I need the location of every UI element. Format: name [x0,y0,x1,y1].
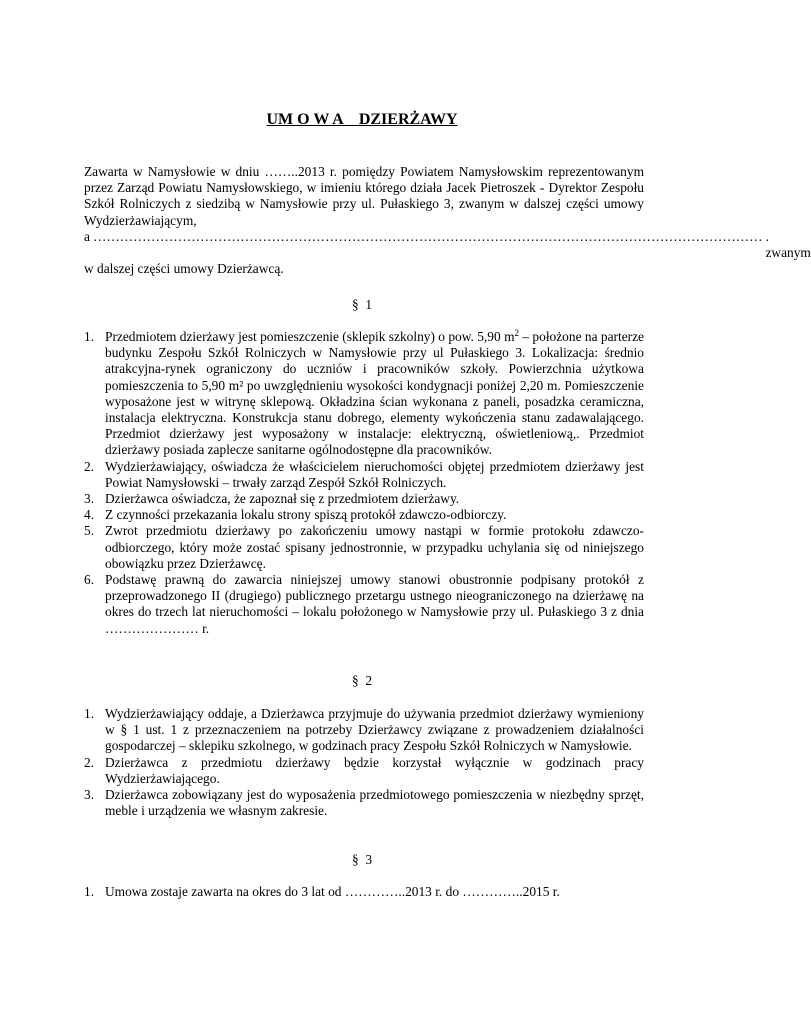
list-item [84,329,644,459]
item-text: Wydzierżawiający oddaje, a Dzierżawca przyjmuje do używania przedmiot dzierżawy wymieniony w § 1 ust. 1 z przeznaczeniem na potrzeby Dzierżawcy związane z prowadzeniem działalności gospodarczej – sklepiku szkolnego, w godzinach pracy Zespołu Szkół Rolniczych w Namysłowie. [105,706,644,754]
superscript: 2 [514,328,519,338]
intro-dotted-line [84,228,811,261]
intro-zwanym: . zwanym [765,228,811,261]
intro-dots: …………………………………………………………………………………………………………………………………… [92,228,763,244]
document-title: UM O W A DZIERŻAWY [266,111,458,128]
intro-paragraph: Zawarta w Namysłowie w dniu ……..2013 r. pomiędzy Powiatem Namysłowskim reprezentowanym przez Zarząd Powiatu Namysłowskiego, w imieniu którego działa Jacek Pietroszek - Dyrektor Zespołu Szkół Rolniczych z siedzibą w Namysłowie przy ul. Pułaskiego 3, zwanym w dalszej części umowy Wydzierżawiającym, [84,164,644,228]
intro-block [84,164,811,277]
list-item [84,755,644,787]
item-text: Przedmiotem dzierżawy jest pomieszczenie (sklepik szkolny) o pow. 5,90 m [105,329,515,344]
item-text: Dzierżawca oświadcza, że zapoznał się z przedmiotem dzierżawy. [105,491,460,507]
item-number: 1. [84,706,95,721]
section-3-list [84,884,644,900]
section-3-heading: § 3 [351,852,373,867]
item-number: 1. [84,329,95,344]
item-number: 1. [84,884,95,899]
item-number: 3. [84,491,95,507]
list-item [84,491,644,507]
list-item [84,459,644,491]
item-number: 3. [84,787,95,803]
list-item [84,507,644,523]
section-2-list [84,706,644,819]
item-text: Umowa zostaje zawarta na okres do 3 lat od …………..2013 r. do …………..2015 r. [105,884,560,899]
item-number: 6. [84,572,95,588]
item-number: 2. [84,754,95,770]
item-text: Zwrot przedmiotu dzierżawy po zakończeniu umowy nastąpi w formie protokołu zdawczo-odbiorczego, który może zostać spisany jednostronnie, w przypadku uchylania się od niniejszego obowiązku przez Dzierżawcę. [105,523,644,571]
item-number: 5. [84,523,95,539]
list-item [84,706,644,755]
intro-a: a [84,228,90,244]
item-number: 2. [84,458,95,474]
item-text: Dzierżawca z przedmiotu dzierżawy będzie korzystał wyłącznie w godzinach pracy Wydzierżawiającego. [105,754,644,786]
item-text: Wydzierżawiający, oświadcza że właścicielem nieruchomości objętej przedmiotem dzierżawy jest Powiat Namysłowski – trwały zarząd Zespół Szkół Rolniczych. [105,458,644,490]
section-2-heading: § 2 [351,673,373,688]
item-text: Podstawę prawną do zawarcia niniejszej umowy stanowi obustronnie podpisany protokół z przeprowadzonego II (drugiego) publicznego przetargu ustnego nieograniczonego na dzierżawę na okres do trzech lat nieruchomości – lokalu położonego w Namysłowie przy ul. Pułaskiego 3 z dnia ………………… r. [105,572,644,636]
item-number: 4. [84,507,95,523]
list-item [84,884,644,900]
intro-closing: w dalszej części umowy Dzierżawcą. [84,261,284,277]
list-item [84,787,644,819]
list-item [84,523,644,572]
item-text: Dzierżawca zobowiązany jest do wyposażenia przedmiotowego pomieszczenia w niezbędny sprzęt, meble i urządzenia we własnym zakresie. [105,787,644,819]
section-1-heading: § 1 [351,297,373,312]
list-item [84,572,644,637]
item-text: Z czynności przekazania lokalu strony spiszą protokół zdawczo-odbiorczy. [105,507,507,523]
item-text-continued: – położone na parterze budynku Zespołu Szkół Rolniczych w Namysłowie przy ul Pułaskiego 3. Lokalizacja: średnio atrakcyjna-rynek ograniczony do uczniów i pracowników szkoły. Powierzchnia użytkowa pomieszczenia to 5,90 m² po uwzględnieniu wysokości kondygnacji poniżej 2,20 m. Pomieszczenie wyposażone jest w witrynę sklepową. Okładzina ścian wykonana z paneli, posadzka ceramiczna, instalacja elektryczna. Konstrukcja stanu dobrego, elementy wykończenia stanu zadawalającego. Przedmiot dzierżawy jest wyposażony w instalacje: elektryczną, oświetleniową,. Przedmiot dzierżawy posiada zaplecze sanitarne ogólnodostępne dla pracowników. [105,329,645,458]
section-1-list [84,329,644,637]
